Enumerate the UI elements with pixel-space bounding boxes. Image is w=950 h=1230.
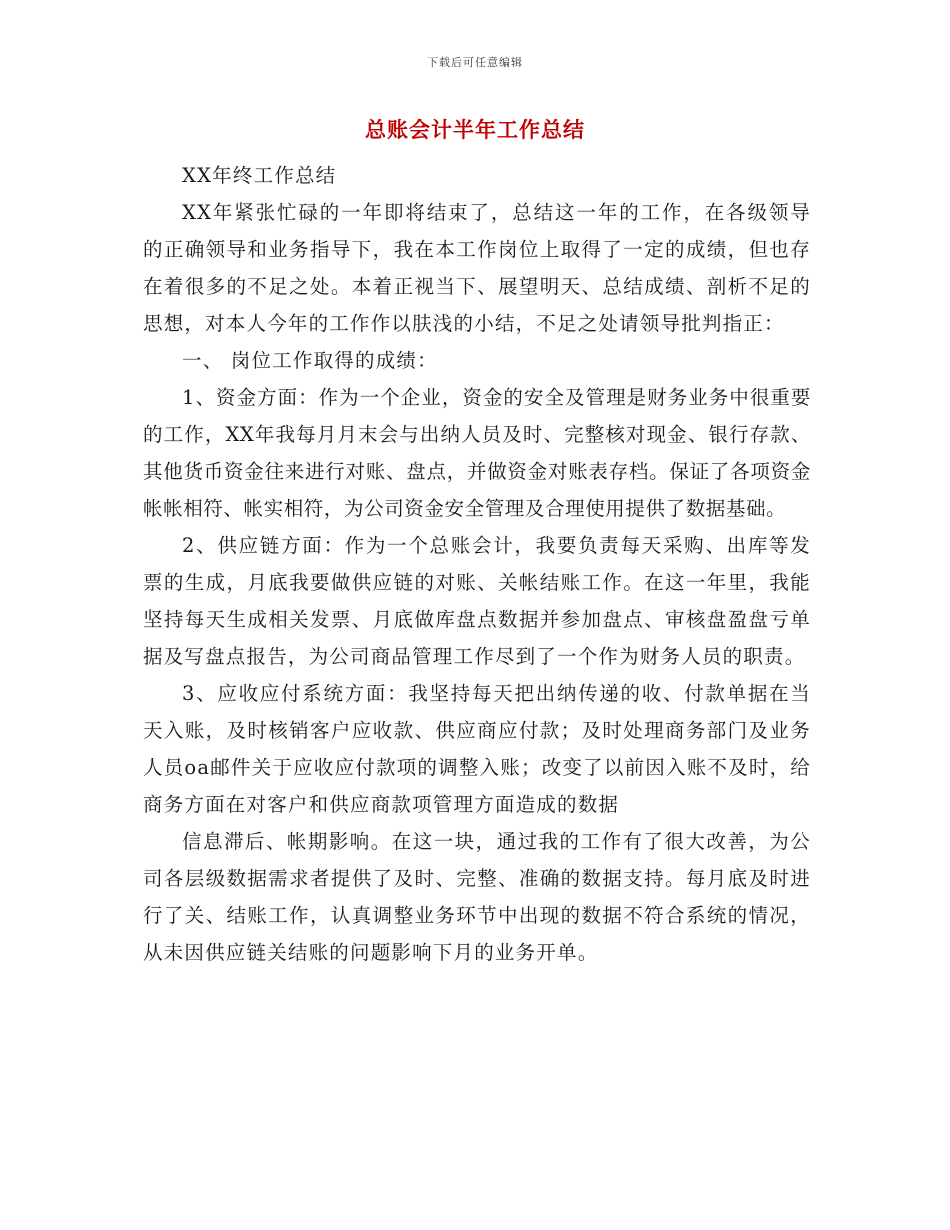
- paragraph-supply-chain: 2、供应链方面：作为一个总账会计，我要负责每天采购、出库等发票的生成，月底我要做供应链的对账、关帐结账工作。在这一年里，我能坚持每天生成相关发票、月底做库盘点数据并参加盘点、审核盘盈盘亏单据及写盘点报告，为公司商品管理工作尽到了一个作为财务人员的职责。: [143, 534, 811, 668]
- page-title: 总账会计半年工作总结: [365, 118, 585, 142]
- header-note: 下载后可任意编辑: [427, 56, 523, 69]
- paragraph-receivables: 3、应收应付系统方面：我坚持每天把出纳传递的收、付款单据在当天入账，及时核销客户应收款、供应商应付款；及时处理商务部门及业务人员oa邮件关于应收应付款项的调整入账；改变了以前因入账不及时，给商务方面在对客户和供应商款项管理方面造成的数据: [143, 682, 811, 816]
- paragraph-intro: XX年紧张忙碌的一年即将结束了，总结这一年的工作，在各级领导的正确领导和业务指导下，我在本工作岗位上取得了一定的成绩，但也存在着很多的不足之处。本着正视当下、展望明天、总结成绩、剖析不足的思想，对本人今年的工作作以肤浅的小结，不足之处请领导批判指正：: [143, 201, 811, 335]
- document-body: [143, 157, 811, 971]
- paragraph-funds: 1、资金方面：作为一个企业，资金的安全及管理是财务业务中很重要的工作，XX年我每月月末会与出纳人员及时、完整核对现金、银行存款、其他货币资金往来进行对账、盘点，并做资金对账表存档。保证了各项资金帐帐相符、帐实相符，为公司资金安全管理及合理使用提供了数据基础。: [143, 386, 811, 520]
- paragraph-section-heading: 一、 岗位工作取得的成绩：: [182, 349, 438, 372]
- paragraph-improvement: 信息滞后、帐期影响。在这一块，通过我的工作有了很大改善，为公司各层级数据需求者提供了及时、完整、准确的数据支持。每月底及时进行了关、结账工作，认真调整业务环节中出现的数据不符合系统的情况，从未因供应链关结账的问题影响下月的业务开单。: [143, 830, 811, 964]
- paragraph-subtitle: XX年终工作总结: [182, 164, 337, 187]
